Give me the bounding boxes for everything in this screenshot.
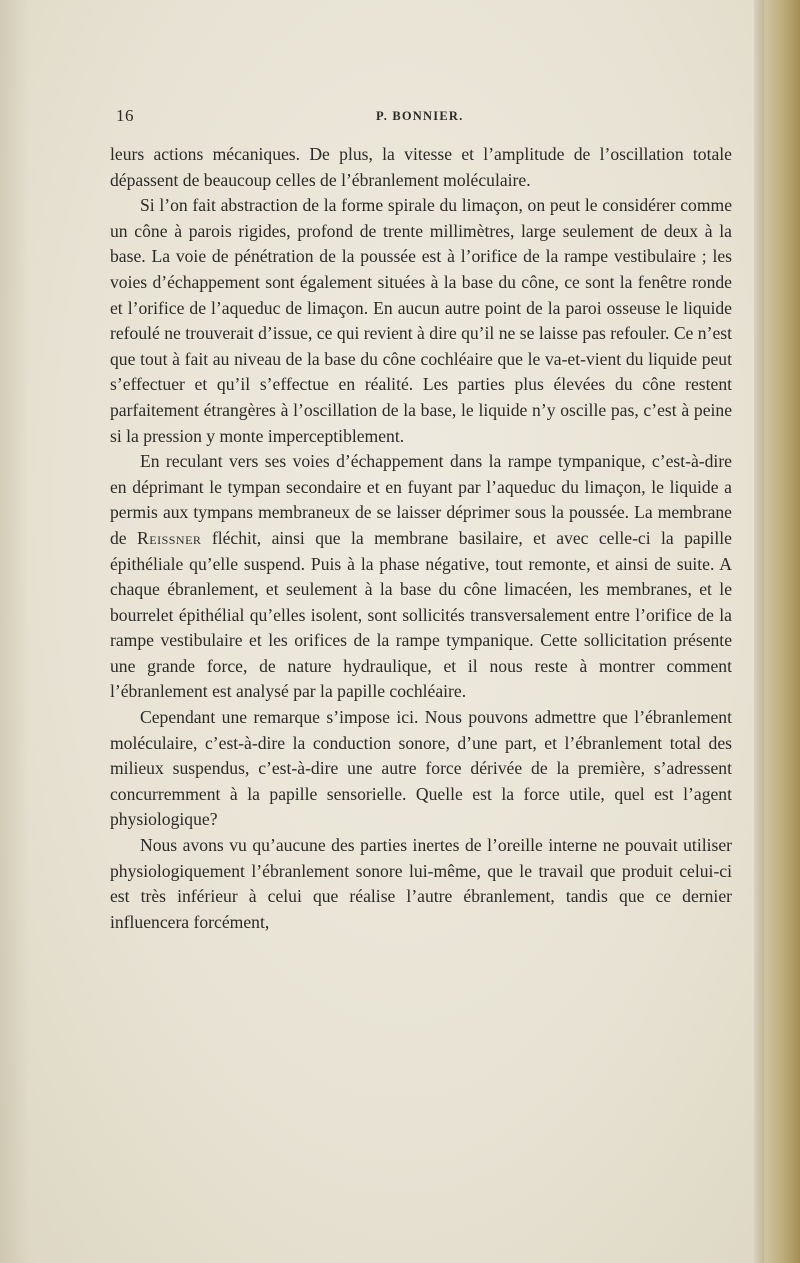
paragraph-4: Cependant une remarque s’impose ici. Nous pouvons admettre que l’ébranlement moléculaire, c’est-à-dire la conduction sonore, d’une part, et l’ébranlement total des milieux suspendus, c’est-à-dire une autre force dérivée de la première, s’adressent concurremment à la papille sensorielle. Quelle est la force utile, quel est l’agent physiologique? xyxy=(110,707,732,830)
page-gutter-shadow xyxy=(0,0,30,1263)
paragraph-2: Si l’on fait abstraction de la forme spirale du limaçon, on peut le considérer comme un cône à parois rigides, profond de trente millimètres, large seulement de deux à la base. La voie de pénétration de la poussée est à l’orifice de la rampe vestibulaire ; les voies d’échappement sont également situées à la base du cône, ce sont la fenêtre ronde et l’orifice de l’aqueduc de limaçon. En aucun autre point de la paroi osseuse le liquide refoulé ne trouverait d’issue, ce qui revient à dire qu’il ne se laisse pas refouler. Ce n’est que tout à fait au niveau de la base du cône cochléaire que le va-et-vient du liquide peut s’effectuer et qu’il s’effectue en réalité. Les parties plus élevées du cône restent parfaitement étrangères à l’oscillation de la base, le liquide n’y oscille pas, c’est à peine si la pression y monte imperceptiblement. xyxy=(110,195,732,446)
page-header xyxy=(116,106,736,130)
paragraph-5: Nous avons vu qu’aucune des parties inertes de l’oreille interne ne pouvait utiliser physiologiquement l’ébranlement sonore lui-même, que le travail que produit celui-ci est très inférieur à celui que réalise l’autre ébranlement, tandis que ce dernier influencera forcément, xyxy=(110,835,732,932)
body-text xyxy=(110,142,732,935)
running-head: P. BONNIER. xyxy=(376,109,464,123)
page-number: 16 xyxy=(116,106,134,125)
paragraph-3-text-start: En reculant vers ses voies d’échappement dans la rampe tympanique, c’est-à-dire en déprimant le tympan secondaire et en fuyant par l’aqueduc du limaçon, le liquide a permis aux tympans membraneux de se laisser déprimer sous la poussée. La membrane de xyxy=(110,451,732,548)
paragraph-1: leurs actions mécaniques. De plus, la vitesse et l’amplitude de l’oscillation totale dépassent de beaucoup celles de l’ébranlement moléculaire. xyxy=(110,144,732,190)
paragraph-3 xyxy=(110,449,732,705)
author-name-reissner: Reissner xyxy=(137,527,202,548)
paragraph-3-text-end: fléchit, ainsi que la membrane basilaire, et avec celle-ci la papille épithéliale qu’elle suspend. Puis à la phase négative, tout remonte, et ainsi de suite. A chaque ébranlement, et seulement à la base du cône limacéen, les membranes, et le bourrelet épithélial qu’elles isolent, sont sollicités transversalement entre l’orifice de la rampe vestibulaire et les orifices de la rampe tympanique. Cette sollicitation présente une grande force, de nature hydraulique, et il nous reste à montrer comment l’ébranlement est analysé par la papille cochléaire. xyxy=(110,527,732,702)
book-edge xyxy=(754,0,800,1263)
